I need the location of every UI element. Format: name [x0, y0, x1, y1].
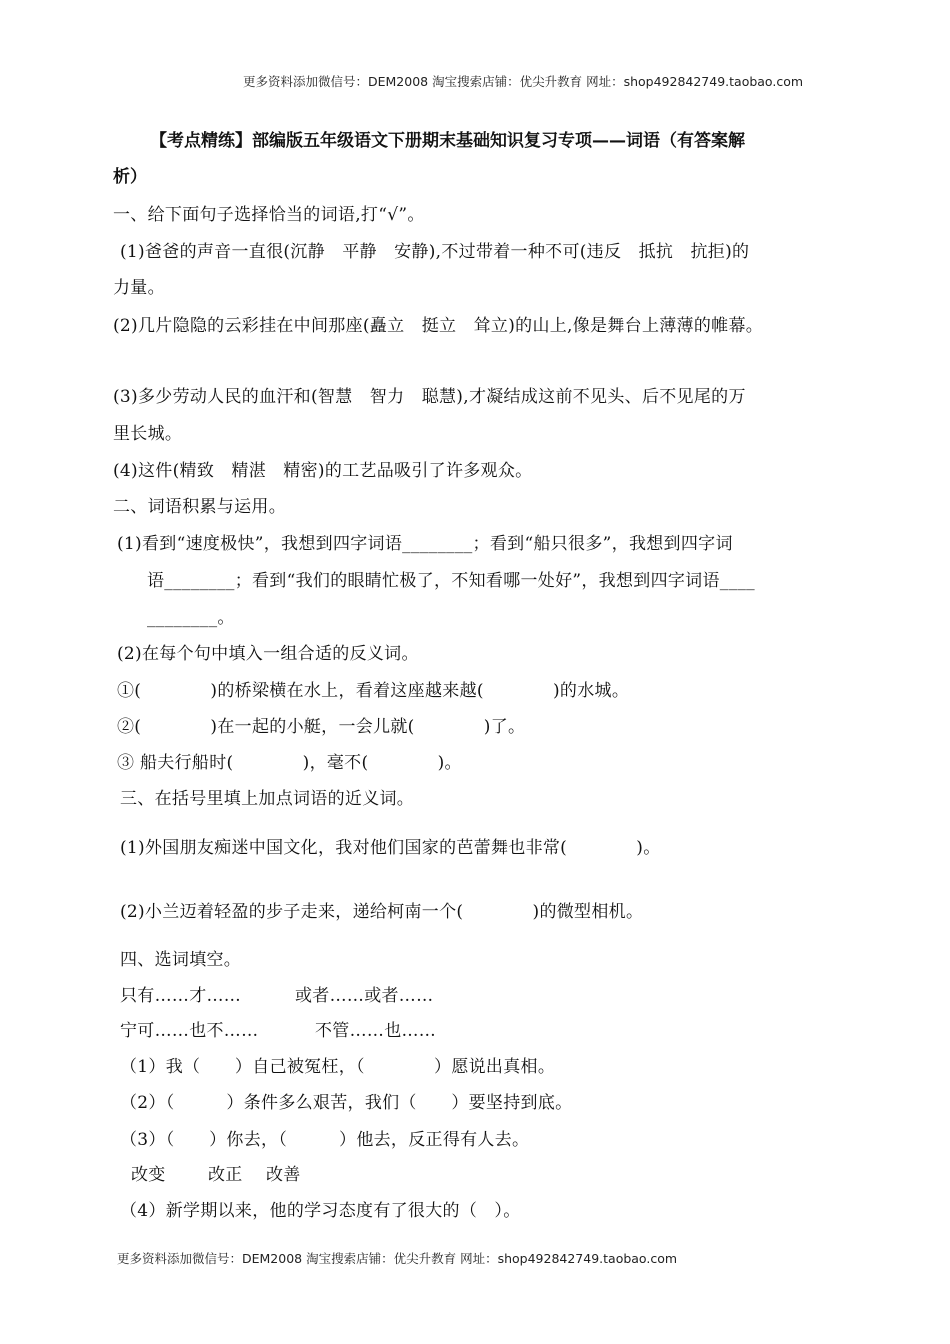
s1-q3-line2: 里长城。 — [113, 424, 183, 444]
s2-q2-a: ①( )的桥梁横在水上，看着这座越来越( )的水城。 — [117, 681, 630, 701]
s2-q1-line2: 语________；看到“我们的眼睛忙极了，不知看哪一处好”，我想到四字词语____ — [147, 571, 755, 591]
s4-q1: （1）我（ ）自己被冤枉，（ ）愿说出真相。 — [120, 1057, 556, 1077]
word-option-7: 改善 — [266, 1165, 301, 1185]
s1-q3-line1: (3)多少劳动人民的血汗和(智慧 智力 聪慧),才凝结成这前不见头、后不见尾的万 — [113, 387, 746, 407]
s1-q1-line2: 力量。 — [113, 278, 165, 298]
s2-q1-line3: ________。 — [147, 608, 235, 628]
s1-q4: (4)这件(精致 精湛 精密)的工艺品吸引了许多观众。 — [113, 461, 533, 481]
word-option-3: 宁可……也不…… — [120, 1021, 259, 1041]
word-option-4: 不管……也…… — [315, 1021, 437, 1041]
s2-q2: (2)在每个句中填入一组合适的反义词。 — [117, 644, 419, 664]
s4-q3: （3）（ ）你去，（ ）他去，反正得有人去。 — [120, 1130, 530, 1150]
word-option-6: 改正 — [208, 1165, 243, 1185]
s2-q2-c: ③ 船夫行船时( )，毫不( )。 — [117, 753, 462, 773]
page-header: 更多资料添加微信号：DEM2008 淘宝搜索店铺：优尖升教育 网址：shop492842749.taobao.com — [243, 74, 804, 89]
word-option-5: 改变 — [131, 1165, 166, 1185]
s3-q1: (1)外国朋友痴迷中国文化，我对他们国家的芭蕾舞也非常( )。 — [120, 838, 661, 858]
word-option-2: 或者……或者…… — [295, 986, 434, 1006]
s1-q2: (2)几片隐隐的云彩挂在中间那座(矗立 挺立 耸立)的山上,像是舞台上薄薄的帷幕。 — [113, 316, 764, 336]
s4-q4: （4）新学期以来，他的学习态度有了很大的（ ）。 — [120, 1201, 521, 1221]
section-1-heading: 一、给下面句子选择恰当的词语,打“√”。 — [113, 205, 425, 225]
s1-q1-line1: (1)爸爸的声音一直很(沉静 平静 安静),不过带着一种不可(违反 抵抗 抗拒)的 — [120, 242, 750, 262]
section-3-heading: 三、在括号里填上加点词语的近义词。 — [120, 789, 415, 809]
s2-q2-b: ②( )在一起的小艇，一会儿就( )了。 — [117, 717, 526, 737]
section-4-heading: 四、选词填空。 — [120, 950, 242, 970]
section-2-heading: 二、词语积累与运用。 — [113, 497, 286, 517]
s4-q2: （2）（ ）条件多么艰苦，我们（ ）要坚持到底。 — [120, 1093, 573, 1113]
word-option-1: 只有……才…… — [120, 986, 242, 1006]
title-line-2: 析） — [113, 167, 147, 187]
title-line-1: 【考点精练】部编版五年级语文下册期末基础知识复习专项——词语（有答案解 — [150, 131, 745, 151]
s2-q1-line1: (1)看到“速度极快”，我想到四字词语________；看到“船只很多”，我想到四字词 — [117, 534, 733, 554]
page-footer: 更多资料添加微信号：DEM2008 淘宝搜索店铺：优尖升教育 网址：shop492842749.taobao.com — [117, 1251, 678, 1266]
s3-q2: (2)小兰迈着轻盈的步子走来，递给柯南一个( )的微型相机。 — [120, 902, 644, 922]
